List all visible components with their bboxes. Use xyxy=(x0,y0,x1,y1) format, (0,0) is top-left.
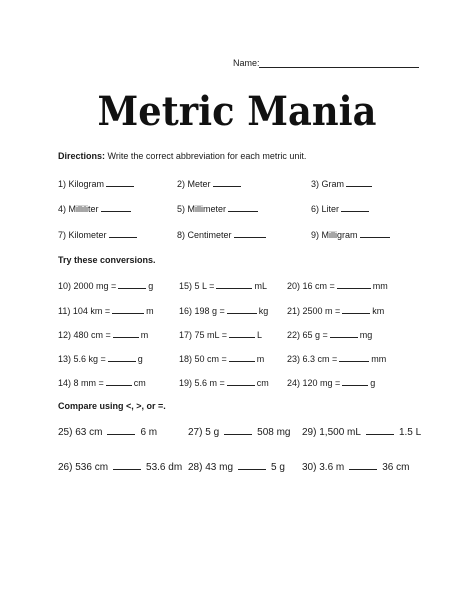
abbreviation-item xyxy=(311,203,371,214)
item-label: 6) Liter xyxy=(311,204,340,214)
item-label: 8) Centimeter xyxy=(177,230,232,240)
abbreviation-item xyxy=(58,178,136,189)
compare-left: 26) 536 cm xyxy=(58,462,109,473)
answer-blank[interactable] xyxy=(339,353,369,362)
conversion-item xyxy=(287,377,375,388)
compare-left: 28) 43 mg xyxy=(188,462,234,473)
compare-left: 30) 3.6 m xyxy=(302,462,345,473)
compare-left: 29) 1,500 mL xyxy=(302,427,361,438)
item-label: 9) Milligram xyxy=(311,230,358,240)
abbreviation-item xyxy=(58,203,133,214)
compare-left: 25) 63 cm xyxy=(58,427,103,438)
item-label: 5) Millimeter xyxy=(177,204,227,214)
item-label: 1) Kilogram xyxy=(58,179,105,189)
conversion-item xyxy=(58,329,148,340)
compare-right: 6 m xyxy=(140,427,158,438)
answer-blank[interactable] xyxy=(106,377,132,386)
conversion-prompt: 22) 65 g = xyxy=(287,330,328,340)
conversion-item xyxy=(58,305,154,316)
conversion-item xyxy=(287,329,372,340)
abbreviation-item xyxy=(177,229,268,240)
compare-right: 508 mg xyxy=(257,427,291,438)
conversion-item xyxy=(287,353,386,364)
answer-blank[interactable] xyxy=(342,305,370,314)
conversion-unit: g xyxy=(370,378,376,388)
conversion-unit: mm xyxy=(372,281,388,291)
conversions-heading: Try these conversions. xyxy=(58,255,156,265)
conversion-unit: g xyxy=(137,354,143,364)
conversion-item xyxy=(58,353,143,364)
conversion-prompt: 20) 16 cm = xyxy=(287,281,335,291)
conversion-item xyxy=(179,305,268,316)
item-label: 2) Meter xyxy=(177,179,211,189)
page-title: Metric Mania xyxy=(97,88,377,135)
conversion-item xyxy=(58,280,153,291)
conversion-prompt: 24) 120 mg = xyxy=(287,378,341,388)
answer-blank[interactable] xyxy=(337,280,371,289)
conversion-item xyxy=(287,280,388,291)
answer-blank[interactable] xyxy=(234,229,266,238)
compare-item xyxy=(302,461,409,473)
answer-blank[interactable] xyxy=(360,229,390,238)
conversion-prompt: 16) 198 g = xyxy=(179,306,225,316)
conversion-unit: mL xyxy=(254,281,267,291)
compare-item xyxy=(188,426,291,438)
answer-blank[interactable] xyxy=(349,461,377,470)
answer-blank[interactable] xyxy=(330,329,358,338)
conversion-unit: L xyxy=(256,330,262,340)
answer-blank[interactable] xyxy=(227,377,255,386)
conversion-prompt: 17) 75 mL = xyxy=(179,330,227,340)
conversion-unit: mg xyxy=(359,330,373,340)
conversion-unit: m xyxy=(140,330,149,340)
conversion-item xyxy=(179,280,267,291)
abbreviation-item xyxy=(177,203,260,214)
answer-blank[interactable] xyxy=(229,353,255,362)
compare-left: 27) 5 g xyxy=(188,427,220,438)
item-label: 4) Milliliter xyxy=(58,204,99,214)
conversion-prompt: 11) 104 km = xyxy=(58,306,111,316)
answer-blank[interactable] xyxy=(342,377,368,386)
directions-text: Write the correct abbreviation for each metric unit. xyxy=(105,151,307,161)
answer-blank[interactable] xyxy=(213,178,241,187)
answer-blank[interactable] xyxy=(216,280,252,289)
answer-blank[interactable] xyxy=(228,203,258,212)
conversion-prompt: 14) 8 mm = xyxy=(58,378,104,388)
conversion-prompt: 15) 5 L = xyxy=(179,281,215,291)
conversion-prompt: 10) 2000 mg = xyxy=(58,281,117,291)
item-label: 7) Kilometer xyxy=(58,230,107,240)
conversion-item xyxy=(179,329,262,340)
answer-blank[interactable] xyxy=(224,426,252,435)
answer-blank[interactable] xyxy=(346,178,372,187)
answer-blank[interactable] xyxy=(238,461,266,470)
name-field[interactable] xyxy=(259,67,419,68)
abbreviation-item xyxy=(311,178,374,189)
conversion-prompt: 18) 50 cm = xyxy=(179,354,227,364)
conversion-item xyxy=(179,353,264,364)
answer-blank[interactable] xyxy=(341,203,369,212)
answer-blank[interactable] xyxy=(106,178,134,187)
answer-blank[interactable] xyxy=(112,305,144,314)
conversion-prompt: 13) 5.6 kg = xyxy=(58,354,106,364)
answer-blank[interactable] xyxy=(227,305,257,314)
abbreviation-item xyxy=(177,178,243,189)
conversion-unit: cm xyxy=(256,378,269,388)
conversion-unit: km xyxy=(372,306,385,316)
directions-label: Directions: xyxy=(58,151,106,161)
conversion-unit: cm xyxy=(133,378,146,388)
answer-blank[interactable] xyxy=(101,203,131,212)
answer-blank[interactable] xyxy=(113,329,139,338)
conversion-unit: kg xyxy=(258,306,269,316)
answer-blank[interactable] xyxy=(109,229,137,238)
directions xyxy=(58,151,306,161)
compare-right: 36 cm xyxy=(382,462,410,473)
answer-blank[interactable] xyxy=(107,426,135,435)
item-label: 3) Gram xyxy=(311,179,345,189)
conversion-unit: m xyxy=(256,354,265,364)
compare-item xyxy=(302,426,421,438)
conversion-item xyxy=(58,377,146,388)
conversion-item xyxy=(179,377,269,388)
answer-blank[interactable] xyxy=(366,426,394,435)
conversion-unit: g xyxy=(148,281,154,291)
conversion-unit: mm xyxy=(371,354,387,364)
conversion-prompt: 21) 2500 m = xyxy=(287,306,341,316)
conversion-item xyxy=(287,305,384,316)
conversion-prompt: 19) 5.6 m = xyxy=(179,378,225,388)
conversion-prompt: 23) 6.3 cm = xyxy=(287,354,338,364)
name-label: Name: xyxy=(233,58,260,68)
compare-right: 53.6 dm xyxy=(146,462,183,473)
conversion-prompt: 12) 480 cm = xyxy=(58,330,111,340)
compare-heading: Compare using <, >, or =. xyxy=(58,401,166,411)
compare-item xyxy=(58,426,157,438)
answer-blank[interactable] xyxy=(118,280,146,289)
conversion-unit: m xyxy=(146,306,154,316)
abbreviation-item xyxy=(311,229,392,240)
abbreviation-item xyxy=(58,229,139,240)
compare-right: 1.5 L xyxy=(398,427,422,438)
compare-right: 5 g xyxy=(271,462,285,473)
answer-blank[interactable] xyxy=(229,329,255,338)
answer-blank[interactable] xyxy=(113,461,141,470)
compare-item xyxy=(188,461,285,473)
compare-item xyxy=(58,461,182,473)
answer-blank[interactable] xyxy=(108,353,136,362)
